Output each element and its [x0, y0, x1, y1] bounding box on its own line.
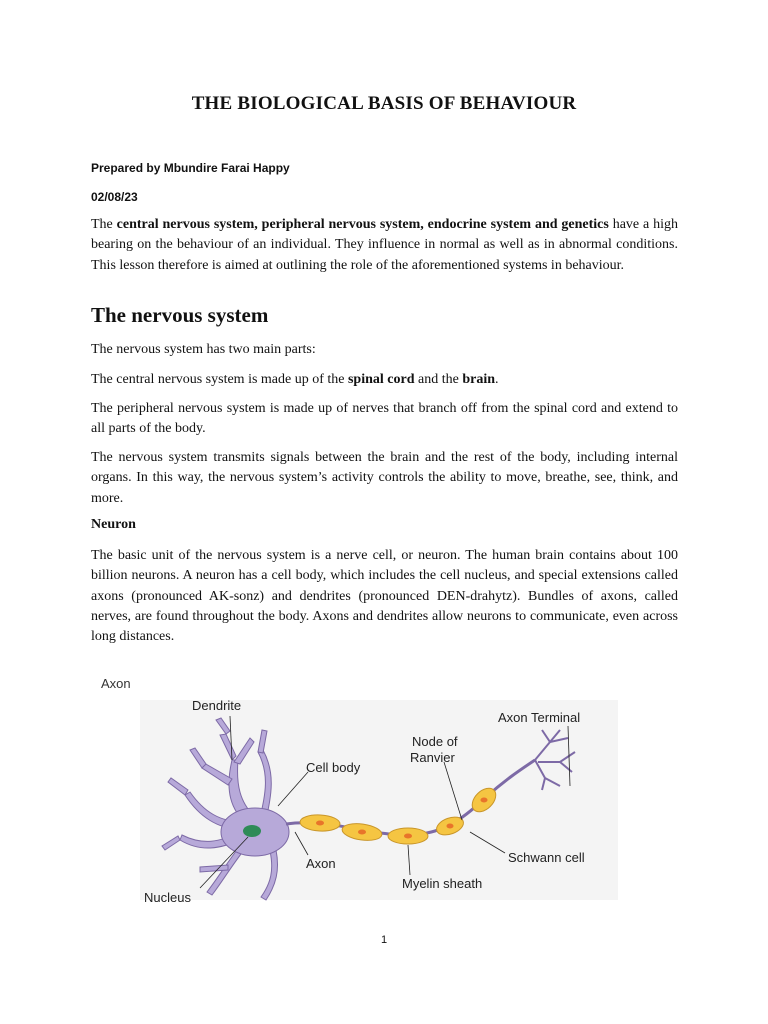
document-title: THE BIOLOGICAL BASIS OF BEHAVIOUR	[191, 93, 577, 114]
intro-paragraph: The central nervous system, peripheral nervous system, endocrine system and genetics have a high bearing on the behaviour of an individual. They influence in normal as well as in abnormal conditions. This lesson therefore is aimed at outlining the role of the aforementioned systems in behaviour.	[91, 217, 679, 273]
nucleus-shape	[243, 825, 261, 837]
section-heading: The nervous system	[91, 303, 269, 327]
label-schwann-cell: Schwann cell	[508, 850, 585, 865]
cns-paragraph: The central nervous system is made up of the spinal cord and the brain.	[91, 372, 499, 387]
two-parts-paragraph: The nervous system has two main parts:	[91, 342, 316, 357]
date-line: 02/08/23	[91, 190, 138, 204]
transmits-paragraph: The nervous system transmits signals between the brain and the rest of the body, including internal organs. In this way, the nervous system’s activity controls the ability to move, breathe, see, think, and more.	[91, 450, 678, 506]
label-node-of: Node of	[412, 734, 458, 749]
label-ranvier: Ranvier	[410, 750, 455, 765]
pns-paragraph: The peripheral nervous system is made up of nerves that branch off from the spinal cord and extend to all parts of the body.	[91, 401, 678, 437]
neuron-diagram	[140, 690, 620, 905]
label-axon-terminal: Axon Terminal	[498, 710, 581, 725]
figure-caption: Axon	[101, 676, 131, 691]
author-line: Prepared by Mbundire Farai Happy	[91, 161, 290, 175]
label-myelin-sheath: Myelin sheath	[402, 876, 483, 891]
page-number: 1	[380, 934, 388, 946]
neuron-paragraph: The basic unit of the nervous system is a nerve cell, or neuron. The human brain contains about 100 billion neurons. A neuron has a cell body, which includes the cell nucleus, and special extensions called axons (pronounced AK-sonz) and dendrites (pronounced DEN-drahytz). Bundles of axons, called nerves, are found throughout the body. Axons and dendrites allow neurons to communicate, even across long distances.	[91, 548, 678, 645]
label-dendrite: Dendrite	[192, 698, 242, 713]
label-cell-body: Cell body	[306, 760, 361, 775]
neuron-subheading: Neuron	[91, 517, 136, 532]
label-nucleus: Nucleus	[144, 890, 191, 905]
label-axon: Axon	[306, 856, 336, 871]
